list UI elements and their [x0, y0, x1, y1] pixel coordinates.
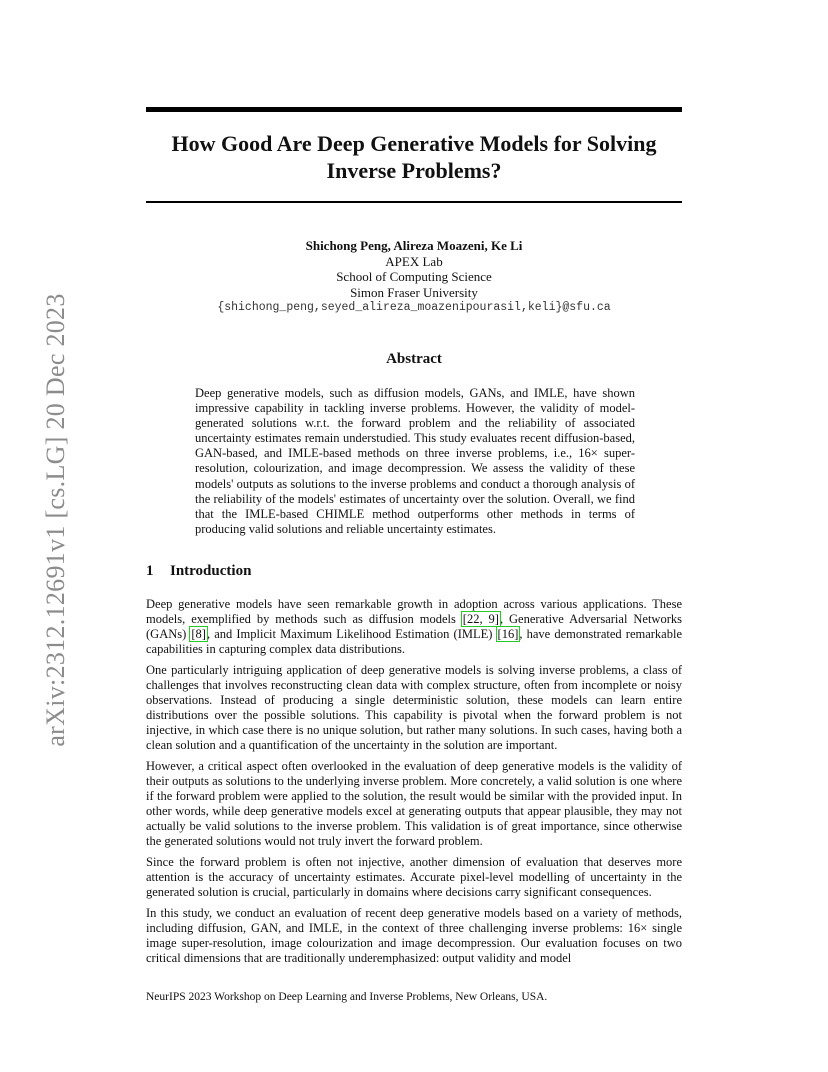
- citation-link[interactable]: [22, 9]: [462, 611, 499, 626]
- citation-link[interactable]: [16]: [497, 626, 519, 641]
- paper-title: How Good Are Deep Generative Models for Solving Inverse Problems?: [171, 131, 657, 183]
- text-run: Deep generative models have seen remarkable growth in adoption across various applications. These models, exemplified by methods such as diffusion models: [146, 597, 682, 626]
- abstract-heading: Abstract: [386, 351, 442, 367]
- text-run: , and Implicit Maximum Likelihood Estimation (IMLE): [206, 626, 497, 641]
- paragraph: Since the forward problem is often not injective, another dimension of evaluation that deserves more attention is the accuracy of uncertainty estimates. Accurate pixel-level modelling of uncertainty in the generated solution is crucial, particularly in domains where decisions carry significant consequences.: [146, 855, 682, 899]
- author-names: Shichong Peng, Alireza Moazeni, Ke Li: [305, 238, 523, 253]
- title-bottom-rule: [146, 201, 682, 203]
- author-emails[interactable]: {shichong_peng,seyed_alireza_moazenipourasil,keli}@sfu.ca: [217, 301, 611, 314]
- text-run: , Generative Adversarial Networks (GANs): [146, 611, 682, 641]
- section-title: Introduction: [170, 563, 252, 579]
- paragraph: [146, 597, 682, 657]
- section-heading-introduction: [146, 563, 251, 580]
- affiliation-school: School of Computing Science: [336, 269, 492, 284]
- paragraph: One particularly intriguing application of deep generative models is solving inverse problems, a class of challenges that involves reconstructing clean data with complex structure, often from incomplete or noisy observations. Instead of producing a single deterministic solution, these models can learn entire distributions over the possible solutions. This capability is pivotal when the forward problem is not injective, in which case there is no unique solution, but rather many solutions. In such cases, having both a clean solution and a quantification of the uncertainty in the solution are important.: [146, 663, 682, 752]
- affiliation-university: Simon Fraser University: [350, 284, 478, 300]
- venue-footnote: NeurIPS 2023 Workshop on Deep Learning and Inverse Problems, New Orleans, USA.: [146, 991, 548, 1003]
- section-number: 1: [146, 563, 154, 579]
- affiliation-lab: APEX Lab: [385, 253, 443, 269]
- paragraph: In this study, we conduct an evaluation of recent deep generative models based on a variety of methods, including diffusion, GAN, and IMLE, in the context of three challenging inverse problems: 16× single image super-resolution, image colourization and image decompression. Our evaluation focuses on two critical dimensions that are traditionally underemphasized: output validity and model: [146, 906, 682, 965]
- title-top-rule: [146, 107, 682, 112]
- author-block: [146, 238, 682, 316]
- abstract-text: Deep generative models, such as diffusion models, GANs, and IMLE, have shown impressive capability in tackling inverse problems. However, the validity of model-generated solutions w.r.t. the forward problem and the reliability of associated uncertainty estimates remain understudied. This study evaluates recent diffusion-based, GAN-based, and IMLE-based methods on three inverse problems, i.e., 16× super-resolution, colourization, and image decompression. We assess the validity of these models' outputs as solutions to the inverse problems and conduct a thorough analysis of the reliability of the models' estimates of uncertainty over the solution. Overall, we find that the IMLE-based CHIMLE method outperforms other methods in terms of producing valid solutions and reliable uncertainty estimates.: [195, 386, 635, 536]
- citation-link[interactable]: [8]: [191, 626, 206, 641]
- arxiv-identifier: arXiv:2312.12691v1 [cs.LG] 20 Dec 2023: [41, 293, 70, 747]
- introduction-body: [146, 597, 682, 972]
- text-run: , have demonstrated remarkable capabilities in capturing complex data distributions.: [146, 626, 682, 656]
- paragraph: However, a critical aspect often overlooked in the evaluation of deep generative models is the validity of their outputs as solutions to the underlying inverse problem. More concretely, a valid solution is one where if the forward problem were applied to the solution, the result would be similar with the provided input. In other words, while deep generative models excel at generating outputs that appear plausible, they may not actually be valid solutions to the inverse problem. This validation is of great importance, since otherwise the generated solutions would not truly invert the forward problem.: [146, 759, 682, 848]
